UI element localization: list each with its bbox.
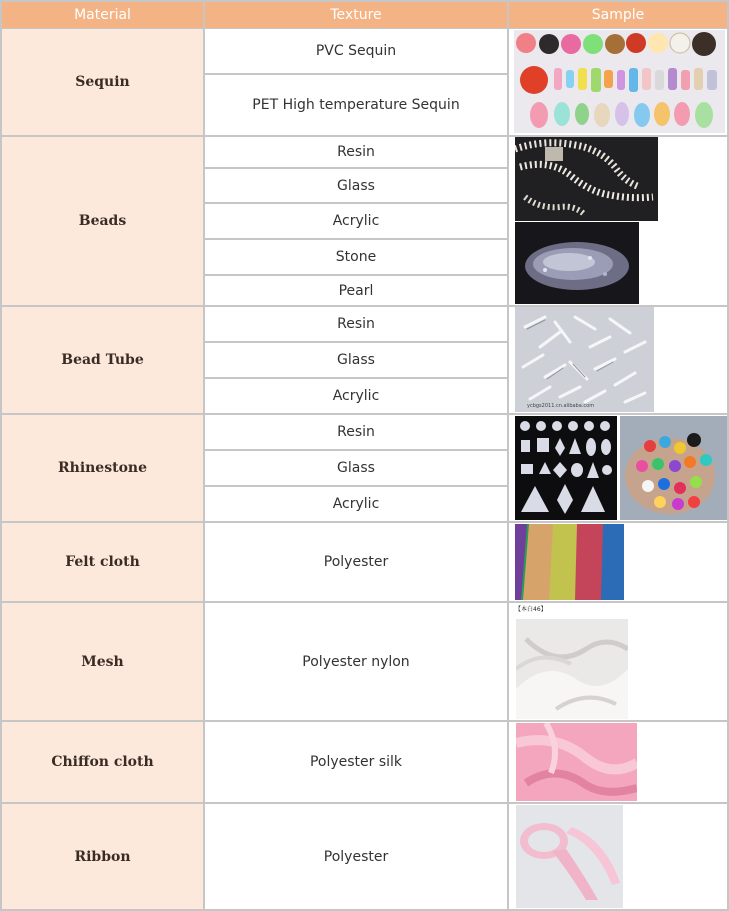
material-label: Felt cloth <box>65 554 140 570</box>
texture-label: Glass <box>337 352 375 368</box>
texture-label: Polyester <box>323 554 389 570</box>
grid-line <box>0 720 729 722</box>
texture-cell <box>205 75 507 135</box>
material-label: Beads <box>78 213 127 229</box>
texture-cell <box>205 523 507 601</box>
grid-line <box>205 449 507 451</box>
chiffon-photo <box>516 723 637 801</box>
glass-bead-photo <box>515 222 639 304</box>
sequin-photo <box>514 30 725 133</box>
material-label: Mesh <box>81 653 124 670</box>
sequin-card-drawing <box>514 30 725 133</box>
material-cell-mesh <box>2 603 203 720</box>
material-label: Sequin <box>75 74 130 90</box>
ribbon-photo <box>516 805 623 908</box>
texture-cell <box>205 722 507 802</box>
texture-label: Resin <box>337 424 375 440</box>
header-sample-label: Sample <box>591 7 645 23</box>
texture-cell <box>205 379 507 413</box>
grid-line <box>205 73 507 75</box>
texture-label: Acrylic <box>332 496 380 512</box>
texture-label: Polyester <box>323 848 389 865</box>
texture-cell <box>205 343 507 377</box>
pearl-bead-drawing <box>515 137 658 221</box>
texture-cell <box>205 451 507 485</box>
grid-line <box>0 521 729 523</box>
header-material <box>2 2 203 28</box>
material-label: Chiffon cloth <box>51 754 154 770</box>
texture-label: PVC Sequin <box>315 43 397 59</box>
texture-cell <box>205 137 507 167</box>
texture-cell <box>205 415 507 449</box>
texture-label: Resin <box>337 316 375 332</box>
texture-label: PET High temperature Sequin <box>252 97 460 113</box>
material-cell-chiffon-cloth <box>2 722 203 802</box>
grid-line <box>0 413 729 415</box>
header-texture-label: Texture <box>330 7 382 23</box>
texture-cell <box>205 29 507 73</box>
ribbon-drawing <box>516 805 623 908</box>
texture-cell <box>205 804 507 909</box>
grid-line <box>205 238 507 240</box>
material-cell-felt-cloth <box>2 523 203 601</box>
material-label: Ribbon <box>74 848 131 865</box>
texture-label: Acrylic <box>332 388 380 404</box>
texture-cell <box>205 240 507 274</box>
rhinestone-chart-drawing <box>515 416 617 520</box>
mesh-drawing <box>516 619 628 719</box>
bead-tube-drawing <box>515 307 654 412</box>
texture-label: Glass <box>337 177 375 194</box>
material-label: Bead Tube <box>61 352 144 368</box>
grid-line <box>205 167 507 169</box>
material-cell-bead-tube <box>2 307 203 413</box>
texture-label: Glass <box>337 460 375 476</box>
texture-label: Acrylic <box>332 213 380 229</box>
glass-bead-drawing <box>515 222 639 304</box>
rhinestone-color-drawing <box>620 416 727 520</box>
header-texture <box>205 2 507 28</box>
material-cell-rhinestone <box>2 415 203 521</box>
mesh-photo <box>516 619 628 719</box>
felt-drawing <box>515 524 624 600</box>
material-cell-ribbon <box>2 804 203 909</box>
texture-label: Pearl <box>338 282 374 299</box>
header-material-label: Material <box>74 7 131 23</box>
grid-line <box>0 601 729 603</box>
texture-cell <box>205 603 507 720</box>
grid-line <box>205 274 507 276</box>
texture-label: Stone <box>335 249 377 265</box>
grid-line <box>0 802 729 804</box>
material-cell-sequin <box>2 29 203 135</box>
rhinestone-color-photo <box>620 416 727 520</box>
bead-tube-photo <box>515 307 654 412</box>
texture-cell <box>205 276 507 305</box>
grid-line <box>205 341 507 343</box>
texture-label: Resin <box>337 144 375 160</box>
rhinestone-chart-photo <box>515 416 617 520</box>
grid-line <box>205 202 507 204</box>
grid-line <box>0 0 729 2</box>
grid-line <box>205 485 507 487</box>
mesh-caption: 【本白46】 <box>515 606 547 613</box>
felt-photo <box>515 524 624 600</box>
texture-label: Polyester silk <box>309 754 403 770</box>
pearl-bead-photo <box>515 137 658 221</box>
texture-label: Polyester nylon <box>302 653 410 670</box>
chiffon-drawing <box>516 723 637 801</box>
grid-line <box>0 28 729 29</box>
texture-cell <box>205 487 507 521</box>
svg-text:ycbgs2011.cn.alibaba.com: ycbgs2011.cn.alibaba.com <box>527 403 595 409</box>
texture-cell <box>205 307 507 341</box>
texture-cell <box>205 169 507 202</box>
material-cell-beads <box>2 137 203 305</box>
grid-line <box>205 377 507 379</box>
texture-cell <box>205 204 507 238</box>
header-sample <box>509 2 727 28</box>
material-label: Rhinestone <box>58 460 147 476</box>
